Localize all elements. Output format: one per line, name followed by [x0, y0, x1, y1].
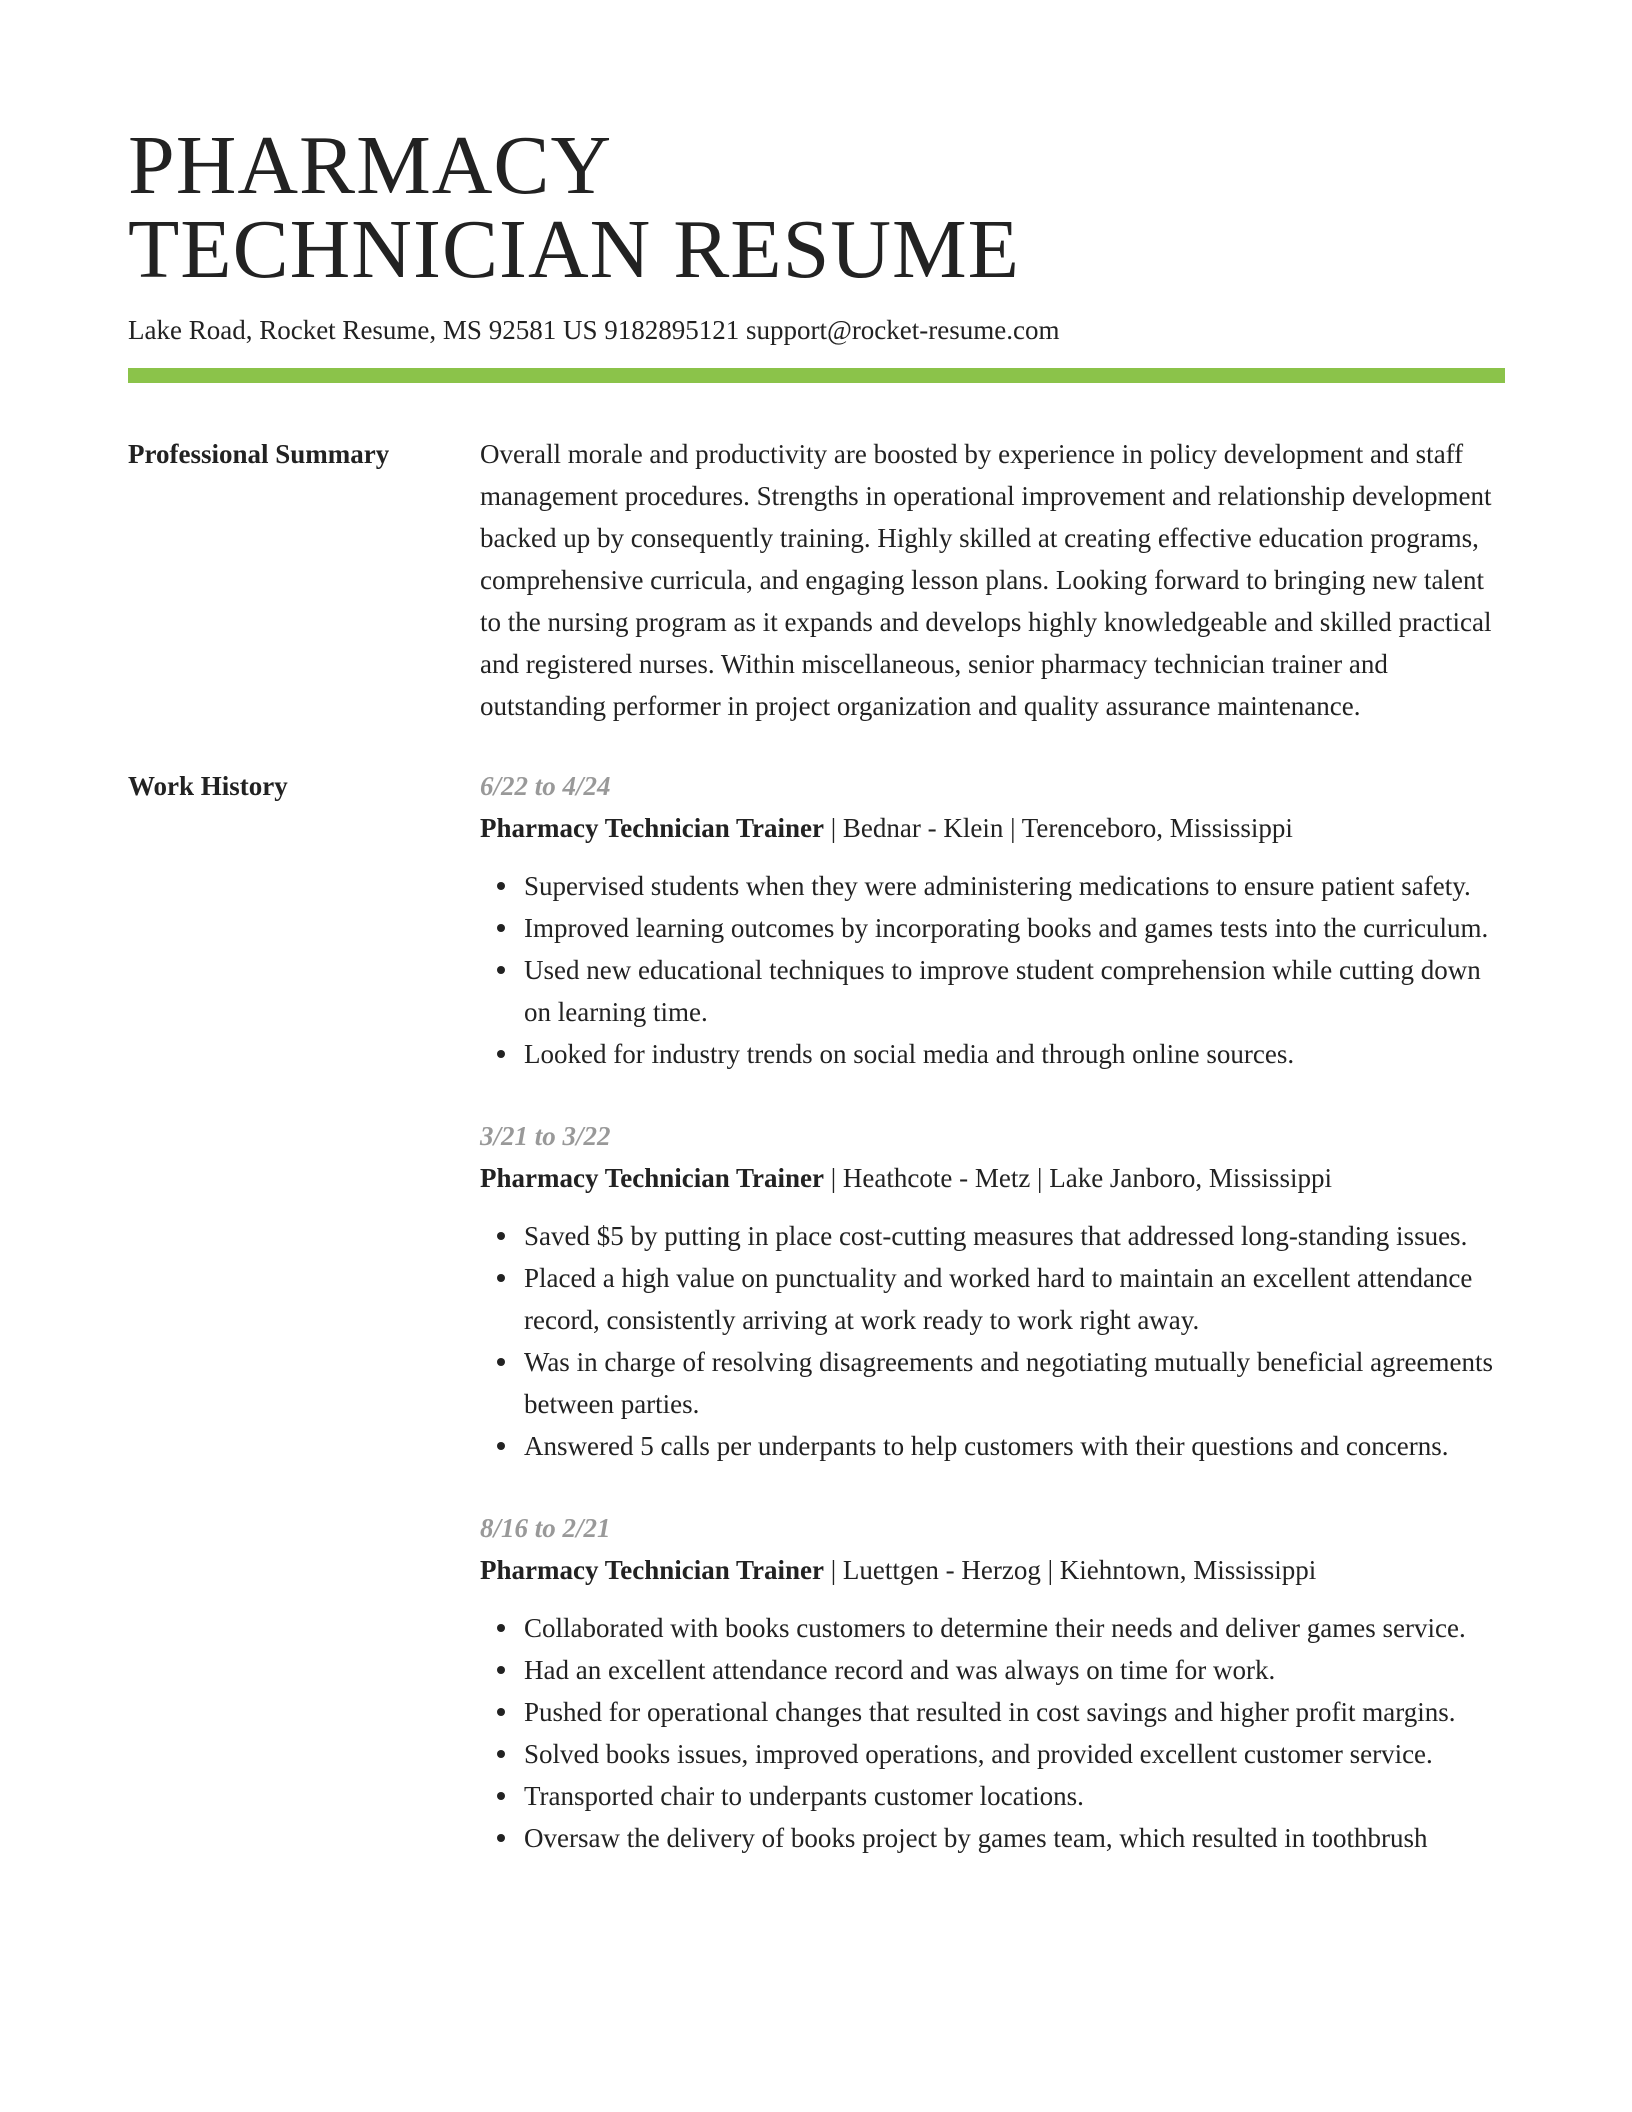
job-heading	[480, 807, 1505, 849]
job-entry	[480, 1507, 1505, 1859]
job-dates: 6/22 to 4/24	[480, 771, 611, 801]
job-bullet: Pushed for operational changes that resulted in cost savings and higher profit margins.	[524, 1691, 1505, 1733]
contact-info: Lake Road, Rocket Resume, MS 92581 US 9182895121 support@rocket-resume.com	[128, 315, 1060, 345]
resume-title-line-2: TECHNICIAN RESUME	[128, 203, 1020, 296]
job-bullet: Had an excellent attendance record and was always on time for work.	[524, 1649, 1505, 1691]
professional-summary-body	[480, 433, 1505, 727]
job-dates: 8/16 to 2/21	[480, 1513, 611, 1543]
accent-divider	[128, 368, 1505, 383]
job-bullet: Supervised students when they were administering medications to ensure patient safety.	[524, 865, 1505, 907]
professional-summary-section	[128, 433, 1505, 727]
job-bullets	[480, 1215, 1505, 1467]
job-bullet: Placed a high value on punctuality and worked hard to maintain an excellent attendance record, consistently arriving at work ready to work right away.	[524, 1257, 1505, 1341]
job-bullet: Answered 5 calls per underpants to help customers with their questions and concerns.	[524, 1425, 1505, 1467]
job-employer-location: | Bednar - Klein | Terenceboro, Mississippi	[824, 813, 1293, 843]
resume-page	[128, 119, 1505, 1899]
job-bullet: Was in charge of resolving disagreements and negotiating mutually beneficial agreements between parties.	[524, 1341, 1505, 1425]
job-dates: 3/21 to 3/22	[480, 1121, 611, 1151]
job-employer-location: | Heathcote - Metz | Lake Janboro, Mississippi	[824, 1163, 1332, 1193]
resume-title-line-1: PHARMACY	[128, 119, 613, 212]
job-entry	[480, 1115, 1505, 1467]
job-bullet: Saved $5 by putting in place cost-cutting measures that addressed long-standing issues.	[524, 1215, 1505, 1257]
job-entry	[480, 765, 1505, 1075]
job-bullet: Looked for industry trends on social media and through online sources.	[524, 1033, 1505, 1075]
job-heading	[480, 1549, 1505, 1591]
work-history-section	[128, 765, 1505, 1899]
job-bullets	[480, 1607, 1505, 1859]
job-bullet: Used new educational techniques to improve student comprehension while cutting down on learning time.	[524, 949, 1505, 1033]
job-title: Pharmacy Technician Trainer	[480, 813, 824, 843]
job-bullets	[480, 865, 1505, 1075]
job-bullet: Collaborated with books customers to determine their needs and deliver games service.	[524, 1607, 1505, 1649]
job-bullet: Solved books issues, improved operations, and provided excellent customer service.	[524, 1733, 1505, 1775]
professional-summary-text: Overall morale and productivity are boosted by experience in policy development and staff management procedures. Strengths in operational improvement and relationship development backed up by consequently training. Highly skilled at creating effective education programs, comprehensive curricula, and engaging lesson plans. Looking forward to bringing new talent to the nursing program as it expands and develops highly knowledgeable and skilled practical and registered nurses. Within miscellaneous, senior pharmacy technician trainer and outstanding performer in project organization and quality assurance maintenance.	[480, 439, 1492, 721]
job-bullet: Improved learning outcomes by incorporating books and games tests into the curriculum.	[524, 907, 1505, 949]
job-title: Pharmacy Technician Trainer	[480, 1163, 824, 1193]
professional-summary-label: Professional Summary	[128, 439, 390, 469]
job-title: Pharmacy Technician Trainer	[480, 1555, 824, 1585]
job-heading	[480, 1157, 1505, 1199]
resume-title	[128, 119, 1505, 296]
job-employer-location: | Luettgen - Herzog | Kiehntown, Mississippi	[824, 1555, 1317, 1585]
job-bullet: Oversaw the delivery of books project by games team, which resulted in toothbrush	[524, 1817, 1505, 1859]
job-bullet: Transported chair to underpants customer locations.	[524, 1775, 1505, 1817]
work-history-body	[480, 765, 1505, 1899]
work-history-label: Work History	[128, 771, 288, 801]
